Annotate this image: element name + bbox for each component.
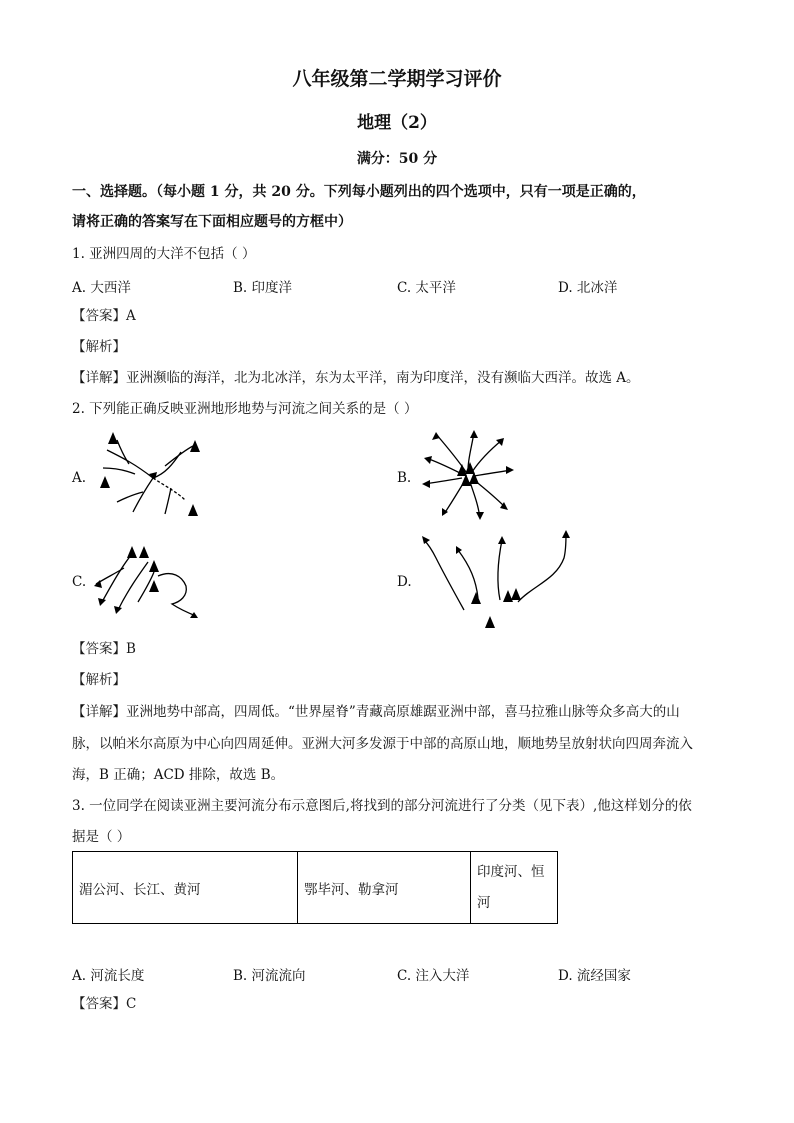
section-heading-line2: 请将正确的答案写在下面相应题号的方框中） [72,214,352,230]
q1-option-a: A. 大西洋 [72,280,131,296]
q2-answer: 【答案】B [72,641,136,657]
q3-option-a: A. 河流长度 [72,968,145,984]
page-subtitle: 地理（2） [357,113,437,133]
q1-option-b: B. 印度洋 [233,280,293,296]
q1-detail: 【详解】亚洲濒临的海洋，北为北冰洋，东为太平洋，南为印度洋，没有濒临大西洋。故选 A。 [72,370,640,386]
q3-option-c: C. 注入大洋 [397,968,470,984]
river-classification-table [72,851,558,924]
q3-answer: 【答案】C [72,996,137,1012]
full-score: 满分：50 分 [356,151,438,167]
q2-analysis: 【解析】 [72,672,126,688]
table-cell-group2: 鄂毕河、勒拿河 [298,852,471,924]
q2-label-d: D. [397,574,412,590]
q3-option-d: D. 流经国家 [558,968,631,984]
q1-stem: 1. 亚洲四周的大洋不包括（ ） [72,246,256,262]
q2-detail-line2: 脉，以帕米尔高原为中心向四周延伸。亚洲大河多发源于中部的高原山地，顺地势呈放射状向四周奔流入 [72,736,693,752]
q1-analysis: 【解析】 [72,339,126,355]
table-cell-group1: 湄公河、长江、黄河 [73,852,298,924]
table-cell-group3: 印度河、恒 河 [471,852,558,924]
section-heading-line1: 一、选择题。（每小题 1 分，共 20 分。下列每小题列出的四个选项中，只有一项是正确的， [72,184,646,200]
q2-detail-line3: 海，B 正确；ACD 排除，故选 B。 [72,767,285,783]
q3-stem-line2: 据是（ ） [72,829,131,845]
river-diagram-d [418,530,578,630]
q2-label-c: C. [72,574,87,590]
river-diagram-a [95,428,225,523]
q1-option-c: C. 太平洋 [397,280,456,296]
q3-option-b: B. 河流流向 [233,968,306,984]
q2-label-a: A. [72,470,87,486]
q3-stem-line1: 3. 一位同学在阅读亚洲主要河流分布示意图后,将找到的部分河流进行了分类（见下表）,他这样划分的依 [72,798,692,814]
q2-detail-line1: 【详解】亚洲地势中部高，四周低。“世界屋脊”青藏高原雄踞亚洲中部，喜马拉雅山脉等众多高大的山 [72,704,680,720]
q1-answer: 【答案】A [72,308,136,324]
river-diagram-c [92,540,202,620]
q1-option-d: D. 北冰洋 [558,280,618,296]
river-diagram-b [418,428,518,523]
page-title: 八年级第二学期学习评价 [292,68,502,90]
q2-stem: 2. 下列能正确反映亚洲地形地势与河流之间关系的是（ ） [72,401,418,417]
q2-label-b: B. [397,470,412,486]
